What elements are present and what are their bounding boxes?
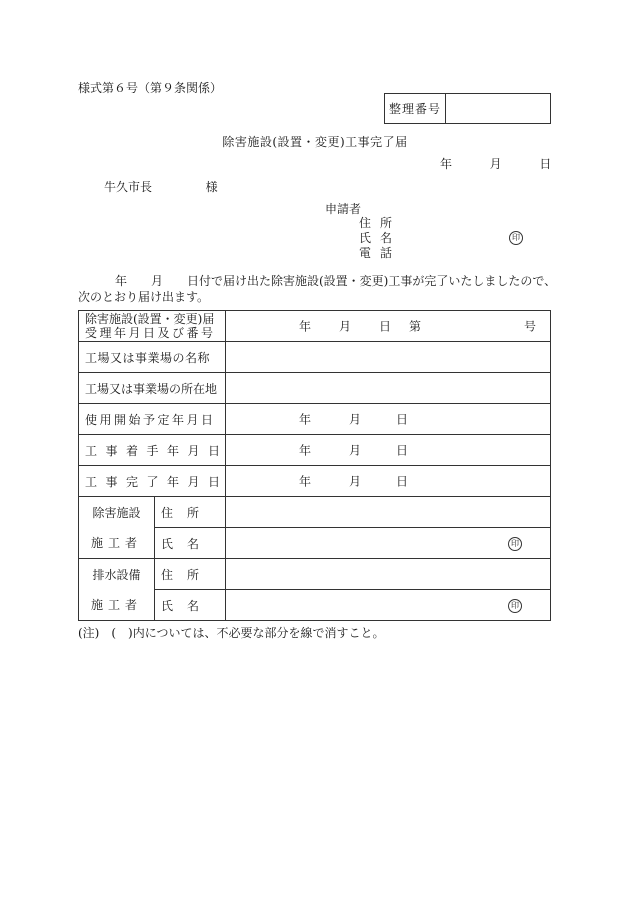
treatment-contractor-address-value[interactable] [226, 497, 551, 528]
treatment-contractor-label: 除害施設 施工者 [79, 497, 155, 559]
applicant-address-label: 住所 [359, 216, 402, 230]
table-row [79, 311, 551, 342]
row-facility-name-value[interactable] [226, 342, 551, 373]
row-start-use-label: 使用開始予定年月日 [79, 404, 226, 435]
treatment-contractor-address-label: 住所 [155, 497, 226, 528]
footnote: (注) ( )内については、不必要な部分を線で消すこと。 [78, 626, 385, 640]
row-receipt-label: 除害施設(設置・変更)届 受理年月日及び番号 [79, 311, 226, 342]
date-year-label: 年 [440, 157, 453, 171]
document-title: 除害施設(設置・変更)工事完了届 [222, 135, 408, 149]
form-number: 様式第６号（第９条関係） [78, 81, 223, 95]
treatment-contractor-name-value[interactable] [226, 528, 551, 559]
row-work-complete-value[interactable]: 年 月 日 [226, 466, 551, 497]
drainage-contractor-label: 排水設備 施工者 [79, 559, 155, 621]
drainage-contractor-address-value[interactable] [226, 559, 551, 590]
addressee-honorific: 様 [205, 180, 218, 194]
applicant-name-label: 氏名 [359, 231, 402, 245]
drainage-contractor-name-value[interactable] [226, 590, 551, 621]
applicant-seal-icon: 印 [509, 229, 523, 245]
table-row [79, 342, 551, 373]
completion-details-table [78, 310, 551, 621]
applicant-heading: 申請者 [325, 202, 362, 216]
treatment-contractor-name-label: 氏名 [155, 528, 226, 559]
row-receipt-value[interactable]: 年 月 日 第 号 [226, 311, 551, 342]
addressee-name: 牛久市長 [104, 180, 153, 194]
body-text-line-1: 年 月 日付で届け出た除害施設(設置・変更)工事が完了いたしましたので、 [115, 274, 557, 288]
date-month-label: 月 [489, 157, 502, 171]
table-row [79, 559, 551, 590]
reference-number-label: 整理番号 [385, 94, 446, 123]
drainage-contractor-name-label: 氏名 [155, 590, 226, 621]
reference-number-field[interactable] [446, 94, 550, 123]
table-row [79, 497, 551, 528]
drainage-contractor-seal-icon: 印 [508, 599, 522, 613]
treatment-contractor-seal-icon: 印 [508, 537, 522, 551]
applicant-phone-label: 電話 [359, 246, 402, 260]
row-facility-location-label: 工場又は事業場の所在地 [79, 373, 226, 404]
row-facility-location-value[interactable] [226, 373, 551, 404]
addressee [104, 178, 218, 195]
table-row [79, 404, 551, 435]
row-work-start-value[interactable]: 年 月 日 [226, 435, 551, 466]
row-work-complete-label: 工事完了年月日 [79, 466, 226, 497]
body-text-line-2: 次のとおり届け出ます。 [78, 290, 210, 304]
table-row [79, 435, 551, 466]
date-day-label: 日 [539, 157, 552, 171]
reference-number-box [384, 93, 551, 124]
row-work-start-label: 工事着手年月日 [79, 435, 226, 466]
table-row [79, 466, 551, 497]
submission-date [440, 155, 551, 172]
table-row [79, 373, 551, 404]
row-start-use-value[interactable]: 年 月 日 [226, 404, 551, 435]
drainage-contractor-address-label: 住所 [155, 559, 226, 590]
row-facility-name-label: 工場又は事業場の名称 [79, 342, 226, 373]
